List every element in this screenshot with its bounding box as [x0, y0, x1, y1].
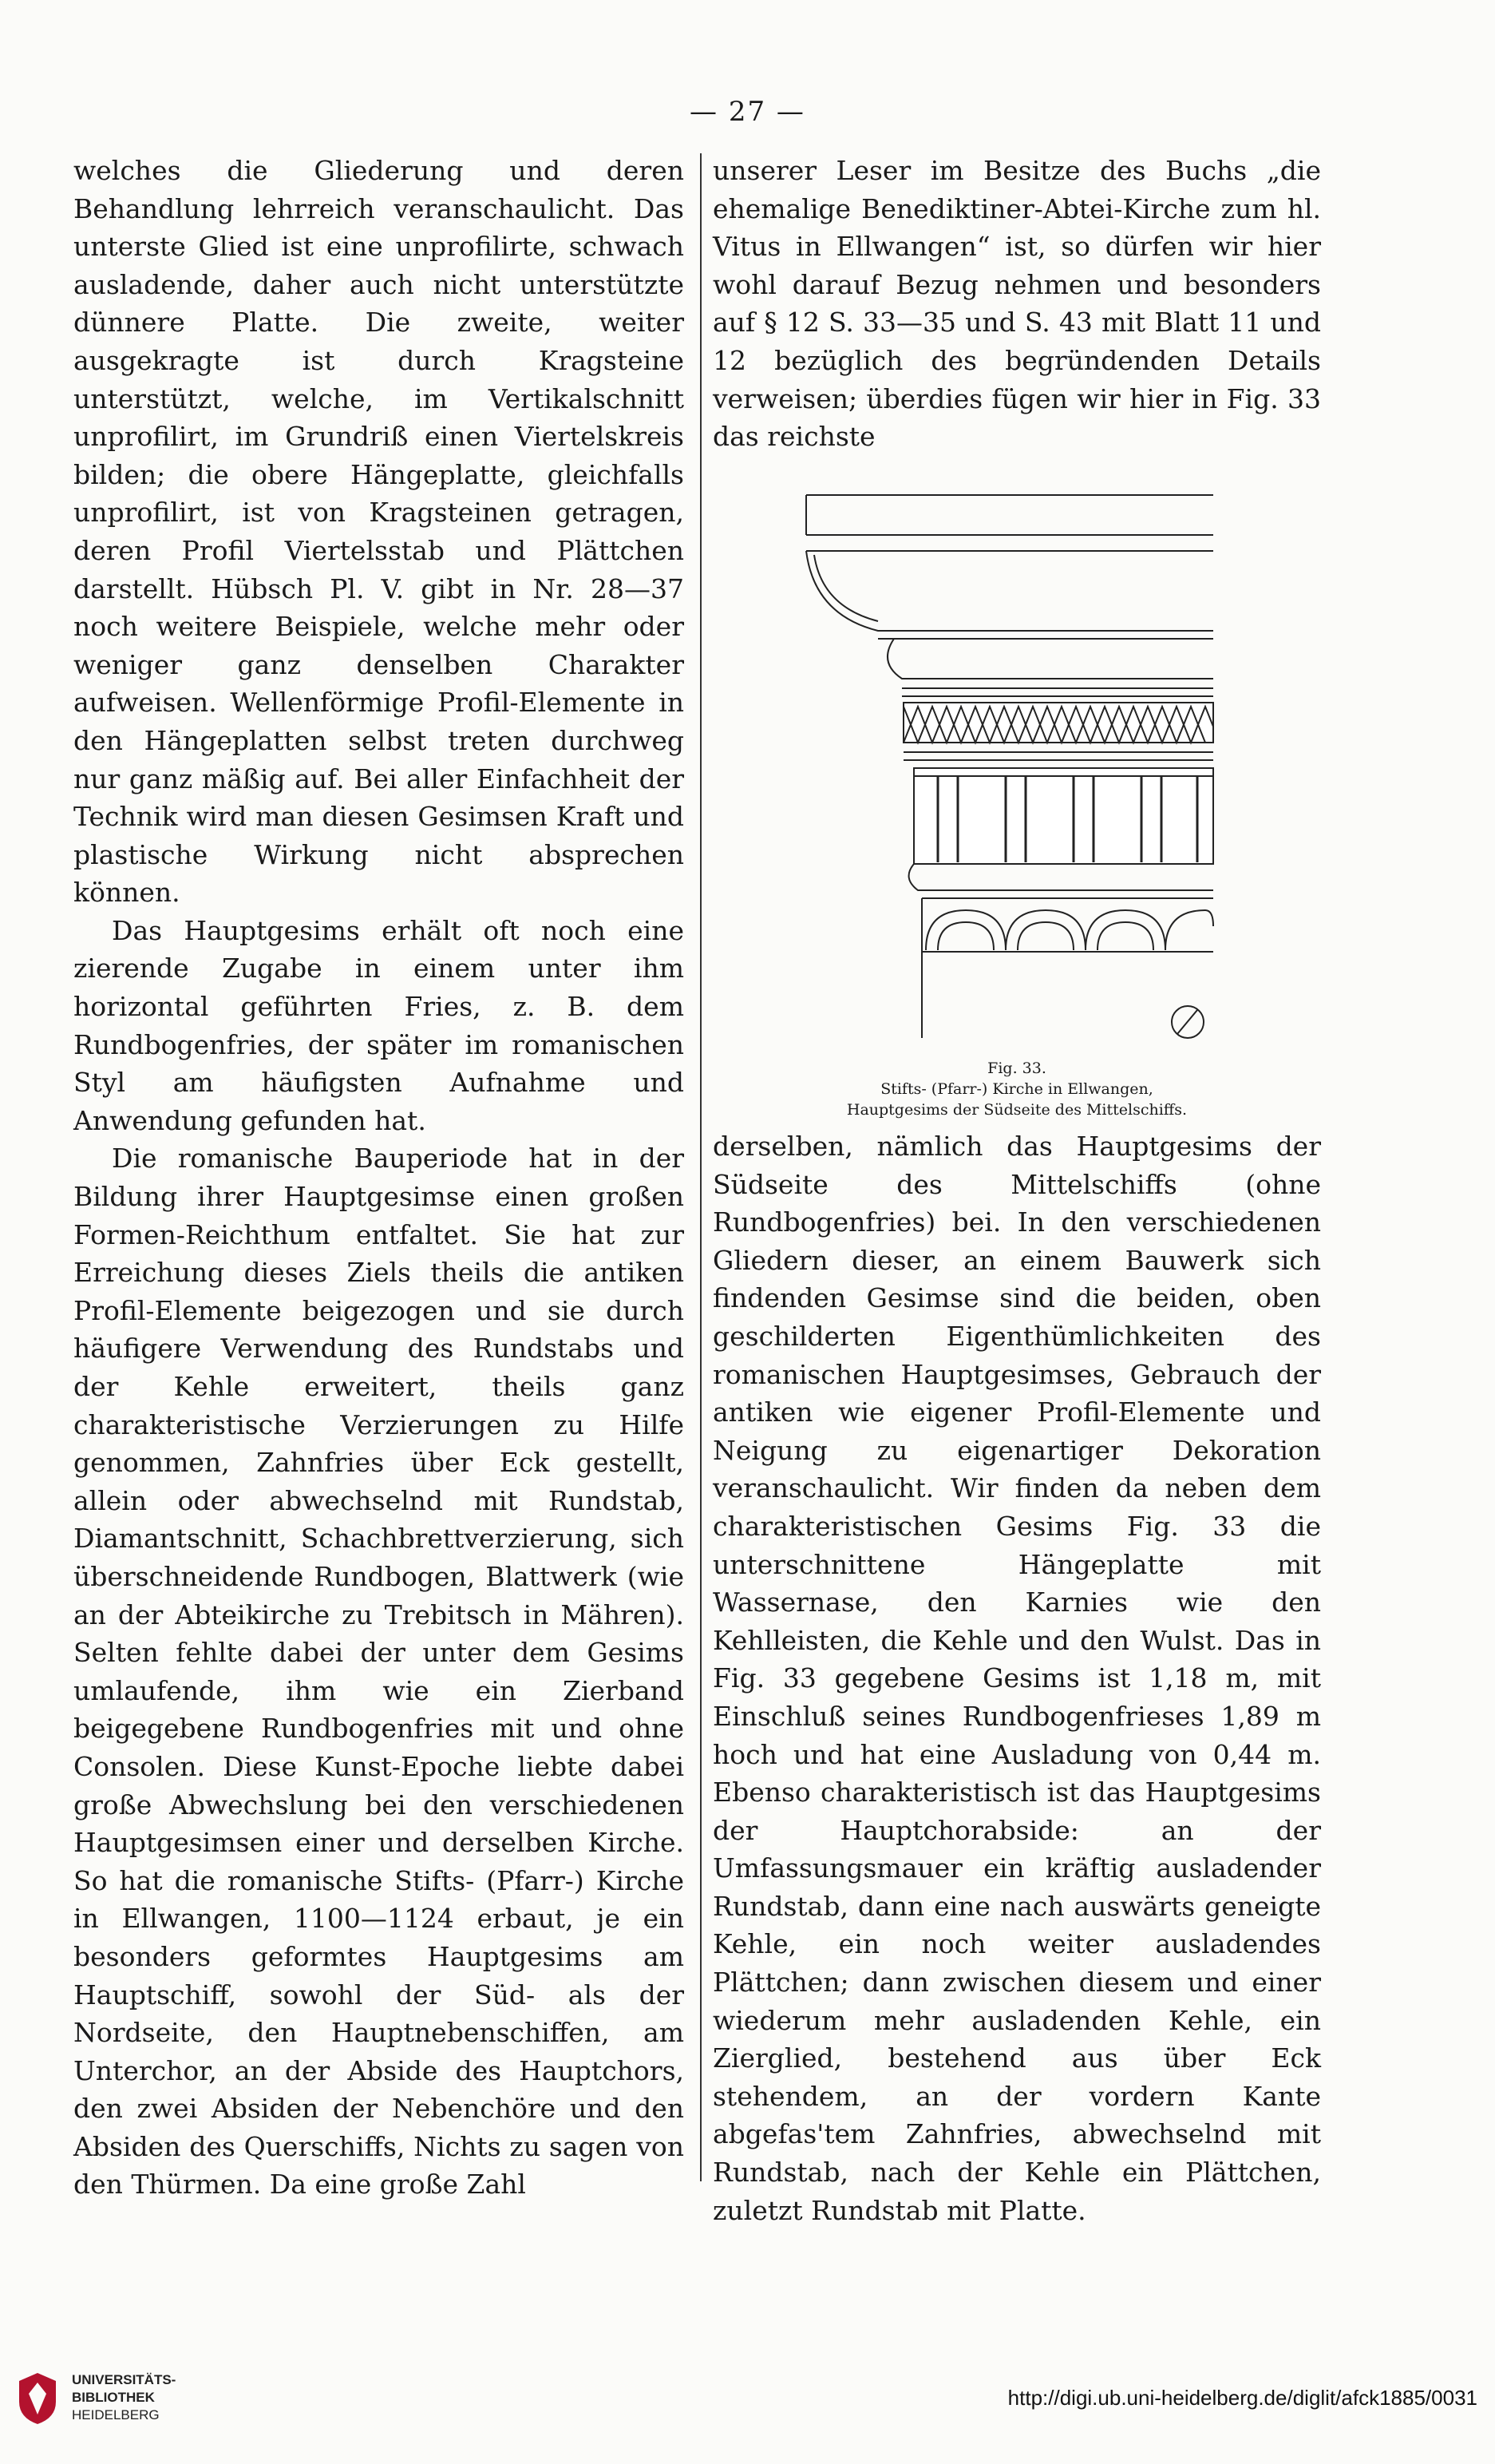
library-name-line-3: HEIDELBERG: [72, 2407, 160, 2422]
paragraph: welches die Gliederung und deren Behandlung lehrreich veranschaulicht. Das unterste Glied ist eine unprofilirte, schwach ausladende, daher auch nicht unterstützte dünnere Platte. Die zweite, weiter ausgekragte ist durch Kragsteine unterstützt, welche, im Vertikalschnitt unprofilirt, im Grundriß einen Viertelskreis bilden; die obere Hängeplatte, gleichfalls unprofilirt, ist von Kragsteinen getragen, deren Profil Viertelsstab und Plättchen darstellt. Hübsch Pl. V. gibt in Nr. 28—37 noch weitere Beispiele, welche mehr oder weniger ganz denselben Charakter aufweisen. Wellenförmige Profil-Elemente in den Hängeplatten selbst treten durchweg nur ganz mäßig auf. Bei aller Einfachheit der Technik wird man diesen Gesimsen Kraft und plastische Wirkung nicht absprechen können.: [73, 155, 684, 909]
library-name: [72, 2371, 176, 2424]
figure-caption-line-1: Stifts- (Pfarr-) Kirche in Ellwangen,: [880, 1080, 1153, 1098]
library-name-line-2: BIBLIOTHEK: [72, 2390, 155, 2405]
figure-label: Fig. 33.: [987, 1060, 1046, 1077]
left-column: [73, 152, 684, 2204]
figure-caption-line-2: Hauptgesims der Südseite des Mittelschiffs.: [846, 1101, 1188, 1119]
footer: [0, 2355, 1495, 2464]
right-column-top: [713, 152, 1321, 456]
page-number: — 27 —: [690, 96, 805, 128]
library-logo-icon: [16, 2370, 59, 2427]
figure-caption: [713, 1058, 1321, 1120]
library-name-line-1: UNIVERSITÄTS-: [72, 2372, 176, 2387]
paragraph: Das Hauptgesims erhält oft noch eine zierende Zugabe in einem unter ihm horizontal geführten Fries, z. B. dem Rundbogenfries, der später im romanischen Styl am häufigsten Aufnahme und Anwendung gefunden hat.: [73, 914, 684, 1136]
source-url[interactable]: http://digi.ub.uni-heidelberg.de/diglit/afck1885/0031: [1007, 2386, 1477, 2410]
paragraph: unserer Leser im Besitze des Buchs „die ehemalige Benediktiner-Abtei-Kirche zum hl. Vitus in Ellwangen“ ist, so dürfen wir hier wohl darauf Bezug nehmen und besonders auf § 12 S. 33—35 und S. 43 mit Blatt 11 und 12 bezüglich des begründenden Details verweisen; überdies fügen wir hier in Fig. 33 das reichste: [713, 155, 1321, 453]
paragraph: derselben, nämlich das Hauptgesims der Südseite des Mittelschiffs (ohne Rundbogenfries) bei. In den verschiedenen Gliedern dieser, an einem Bauwerk sich findenden Gesimse sind die beiden, oben geschilderten Eigenthümlichkeiten des romanischen Hauptgesimses, Gebrauch der antiken wie eigener Profil-Elemente und Neigung zu eigenartiger Dekoration veranschaulicht. Wir finden da neben dem charakteristischen Gesims Fig. 33 die unterschnittene Hängeplatte mit Wassernase, den Karnies wie den Kehlleisten, die Kehle und den Wulst. Das in Fig. 33 gegebene Gesims ist 1,18 m, mit Einschluß seines Rundbogenfrieses 1,89 m hoch und hat eine Ausladung von 0,44 m. Ebenso charakteristisch ist das Hauptgesims der Hauptchorabside: an der Umfassungsmauer ein kräftig ausladender Rundstab, dann eine nach auswärts geneigte Kehle, ein noch weiter ausladendes Plättchen; dann zwischen diesem und einer wiederum mehr ausladenden Kehle, ein Zierglied, bestehend aus über Eck stehendem, an der vordern Kante abgefas'tem Zahnfries, abwechselnd mit Rundstab, nach der Kehle ein Plättchen, zuletzt Rundstab mit Platte.: [713, 1131, 1321, 2226]
column-divider: [700, 153, 702, 2181]
right-column-bottom: [713, 1127, 1321, 2229]
paragraph: Die romanische Bauperiode hat in der Bildung ihrer Hauptgesimse einen großen Formen-Reichthum entfaltet. Sie hat zur Erreichung dieses Ziels theils die antiken Profil-Elemente beigezogen und sie durch häufigere Verwendung des Rundstabs und der Kehle erweitert, theils ganz charakteristische Verzierungen zu Hilfe genommen, Zahnfries über Eck gestellt, allein oder abwechselnd mit Rundstab, Diamantschnitt, Schachbrettverzierung, sich überschneidende Rundbogen, Blattwerk (wie an der Abteikirche zu Trebitsch in Mähren). Selten fehlte dabei der unter dem Gesims umlaufende, ihm wie ein Zierband beigegebene Rundbogenfries mit und ohne Consolen. Diese Kunst-Epoche liebte dabei große Abwechslung bei den verschiedenen Hauptgesimsen einer und derselben Kirche. So hat die romanische Stifts- (Pfarr-) Kirche in Ellwangen, 1100—1124 erbaut, je ein besonders geformtes Hauptgesims am Hauptschiff, sowohl der Süd- als der Nordseite, den Hauptnebenschiffen, am Unterchor, an der Abside des Hauptchors, den zwei Absiden der Nebenchöre und den Absiden des Querschiffs, Nichts zu sagen von den Thürmen. Da eine große Zahl: [73, 1143, 684, 2201]
cornice-illustration: [766, 479, 1285, 1054]
